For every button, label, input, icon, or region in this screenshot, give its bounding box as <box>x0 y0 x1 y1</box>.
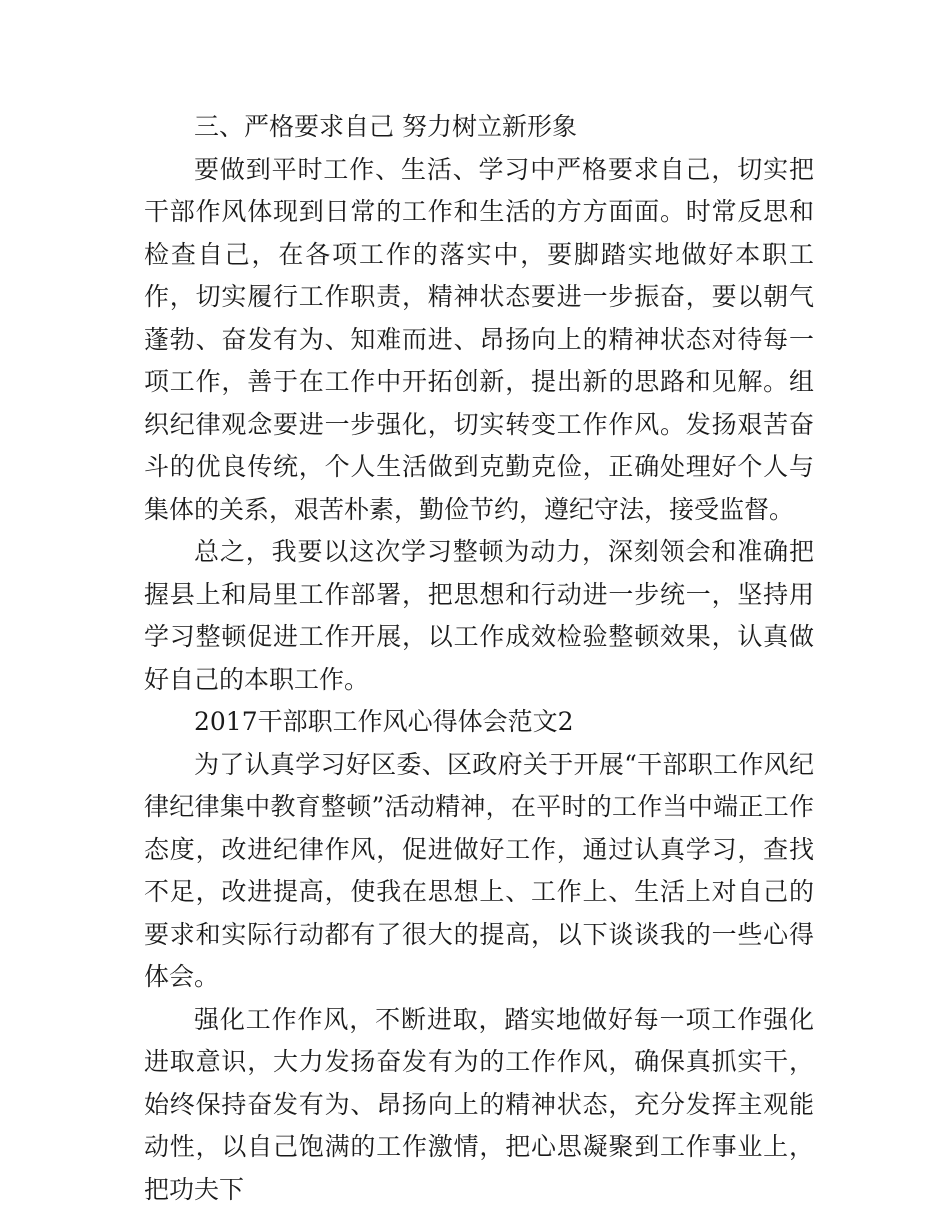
paragraph-4: 强化工作作风，不断进取，踏实地做好每一项工作强化进取意识，大力发扬奋发有为的工作作风，确保真抓实干，始终保持奋发有为、昂扬向上的精神状态，充分发挥主观能动性，以自己饱满的工作激情，把心思凝聚到工作事业上，把功夫下 <box>144 1004 814 1204</box>
document-body <box>144 106 814 1211</box>
section-heading: 三、严格要求自己 努力树立新形象 <box>194 112 577 141</box>
paragraph-1: 要做到平时工作、生活、学习中严格要求自己，切实把干部作风体现到日常的工作和生活的方方面面。时常反思和检查自己，在各项工作的落实中，要脚踏实地做好本职工作，切实履行工作职责，精神状态要进一步振奋，要以朝气蓬勃、奋发有为、知难而进、昂扬向上的精神状态对待每一项工作，善于在工作中开拓创新，提出新的思路和见解。组织纪律观念要进一步强化，切实转变工作作风。发扬艰苦奋斗的优良传统，个人生活做到克勤克俭，正确处理好个人与集体的关系，艰苦朴素，勤俭节约，遵纪守法，接受监督。 <box>144 154 814 524</box>
paragraph-3: 为了认真学习好区委、区政府关于开展“干部职工作风纪律纪律集中教育整顿”活动精神，在平时的工作当中端正工作态度，改进纪律作风，促进做好工作，通过认真学习，查找不足，改进提高，使我在思想上、工作上、生活上对自己的要求和实际行动都有了很大的提高，以下谈谈我的一些心得体会。 <box>144 749 814 991</box>
paragraph-2: 总之，我要以这次学习整顿为动力，深刻领会和准确把握县上和局里工作部署，把思想和行动进一步统一，坚持用学习整顿促进工作开展，以工作成效检验整顿效果，认真做好自己的本职工作。 <box>144 537 814 694</box>
article-title: 2017干部职工作风心得体会范文2 <box>194 707 574 736</box>
